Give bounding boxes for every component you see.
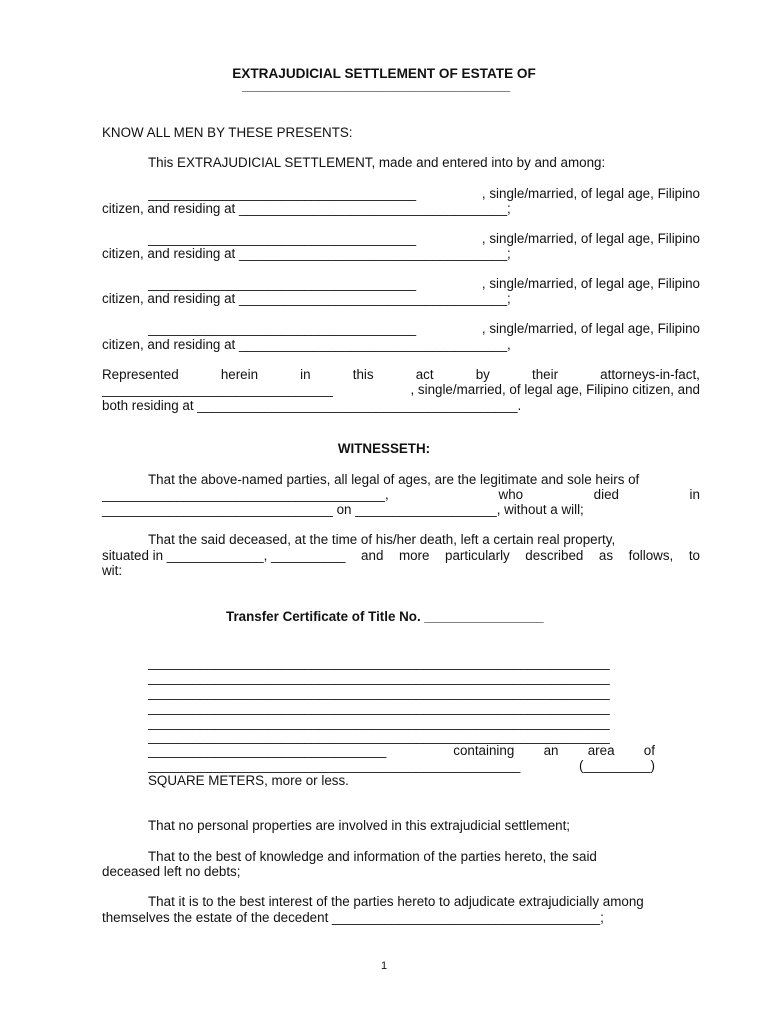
witnesseth-heading: WITNESSETH: xyxy=(337,441,431,456)
property-line-2 xyxy=(102,548,700,564)
represented-word: attorneys-in-fact, xyxy=(600,367,700,382)
property-word: as xyxy=(598,548,614,563)
property-word: and xyxy=(361,548,384,563)
heirs-word: in xyxy=(689,487,700,502)
property-word: described xyxy=(525,548,584,563)
property-word: particularly xyxy=(445,548,510,563)
title-blank: ____________________________________ xyxy=(242,78,511,93)
represented-line-1 xyxy=(102,367,700,383)
property-line-3: wit: xyxy=(102,563,123,578)
heirs-word: who xyxy=(498,487,524,502)
represented-line-2 xyxy=(102,382,700,398)
description-line: ______________________________________________________________ xyxy=(148,670,610,685)
document-title: EXTRAJUDICIAL SETTLEMENT OF ESTATE OF xyxy=(232,66,536,81)
know-all-heading: KNOW ALL MEN BY THESE PRESENTS: xyxy=(102,125,353,140)
tct-label: Transfer Certificate of Title No. ________________ xyxy=(226,609,544,624)
interest-line-2: themselves the estate of the decedent ____________________________________; xyxy=(102,910,604,925)
description-line: ______________________________________________________________ xyxy=(148,655,610,670)
attorney-description: , single/married, of legal age, Filipino citizen, and xyxy=(410,382,700,397)
area-word: an xyxy=(543,743,559,758)
no-debts-line-2: deceased left no debts; xyxy=(102,864,241,879)
party-name-blank: ____________________________________ xyxy=(148,186,417,201)
description-line: ______________________________________________________________ xyxy=(148,715,610,730)
represented-word: herein xyxy=(220,367,259,382)
party-name-blank: ____________________________________ xyxy=(148,231,417,246)
heirs-line-2 xyxy=(102,487,700,503)
heirs-word: died xyxy=(593,487,619,502)
attorney-name-blank: _______________________________ xyxy=(102,382,333,397)
interest-line-1: That it is to the best interest of the parties hereto to adjudicate extrajudicially among xyxy=(148,894,644,909)
area-line-3: SQUARE METERS, more or less. xyxy=(148,773,349,788)
party-description: , single/married, of legal age, Filipino xyxy=(481,276,700,291)
property-line-1: That the said deceased, at the time of his/her death, left a certain real property, xyxy=(148,532,616,547)
description-line: ______________________________________________________________ xyxy=(148,700,610,715)
party-description: , single/married, of legal age, Filipino xyxy=(481,231,700,246)
property-word: more xyxy=(398,548,430,563)
represented-word: in xyxy=(300,367,311,382)
party-residence: citizen, and residing at ____________________________________; xyxy=(102,291,511,306)
represented-word: act xyxy=(415,367,434,382)
area-word: containing xyxy=(453,743,515,758)
party-line-3 xyxy=(148,276,700,292)
area-line-2 xyxy=(148,758,655,774)
represented-word: Represented xyxy=(102,367,179,382)
area-word: area xyxy=(587,743,615,758)
party-residence: citizen, and residing at ____________________________________; xyxy=(102,201,511,216)
represented-word: their xyxy=(531,367,559,382)
party-name-blank: ____________________________________ xyxy=(148,276,417,291)
no-personal-properties: That no personal properties are involved in this extrajudicial settlement; xyxy=(148,818,571,833)
page-number: 1 xyxy=(380,960,388,972)
represented-word: this xyxy=(352,367,374,382)
party-residence: citizen, and residing at ____________________________________, xyxy=(102,337,511,352)
property-location: situated in _____________, __________ xyxy=(102,548,346,563)
property-word: follows, xyxy=(628,548,674,563)
heirs-line-3: _______________________________ on ___________________, without a will; xyxy=(102,502,584,517)
area-word: of xyxy=(643,743,655,758)
area-number-blank: (_________) xyxy=(579,758,655,773)
description-line: ______________________________________________________________ xyxy=(148,685,610,700)
heirs-line-1: That the above-named parties, all legal of ages, are the legitimate and sole heirs of xyxy=(148,472,640,487)
property-word: to xyxy=(688,548,700,563)
party-name-blank: ____________________________________ xyxy=(148,321,417,336)
area-blank: ________________________________ xyxy=(148,743,387,758)
party-line-1 xyxy=(148,186,700,202)
represented-word: by xyxy=(475,367,490,382)
area-words-blank: __________________________________________________ xyxy=(148,758,521,773)
attorney-residence: both residing at ___________________________________________. xyxy=(102,398,522,413)
area-line-1 xyxy=(148,743,655,759)
party-description: , single/married, of legal age, Filipino xyxy=(481,186,700,201)
party-line-4 xyxy=(148,321,700,337)
description-line: ______________________________________________________________ xyxy=(148,729,610,744)
party-line-2 xyxy=(148,231,700,247)
party-residence: citizen, and residing at ____________________________________; xyxy=(102,246,511,261)
intro-paragraph: This EXTRAJUDICIAL SETTLEMENT, made and entered into by and among: xyxy=(148,155,606,170)
party-description: , single/married, of legal age, Filipino xyxy=(481,321,700,336)
no-debts-line-1: That to the best of knowledge and information of the parties hereto, the said xyxy=(148,849,597,864)
decedent-name-blank: ______________________________________, xyxy=(102,487,389,502)
